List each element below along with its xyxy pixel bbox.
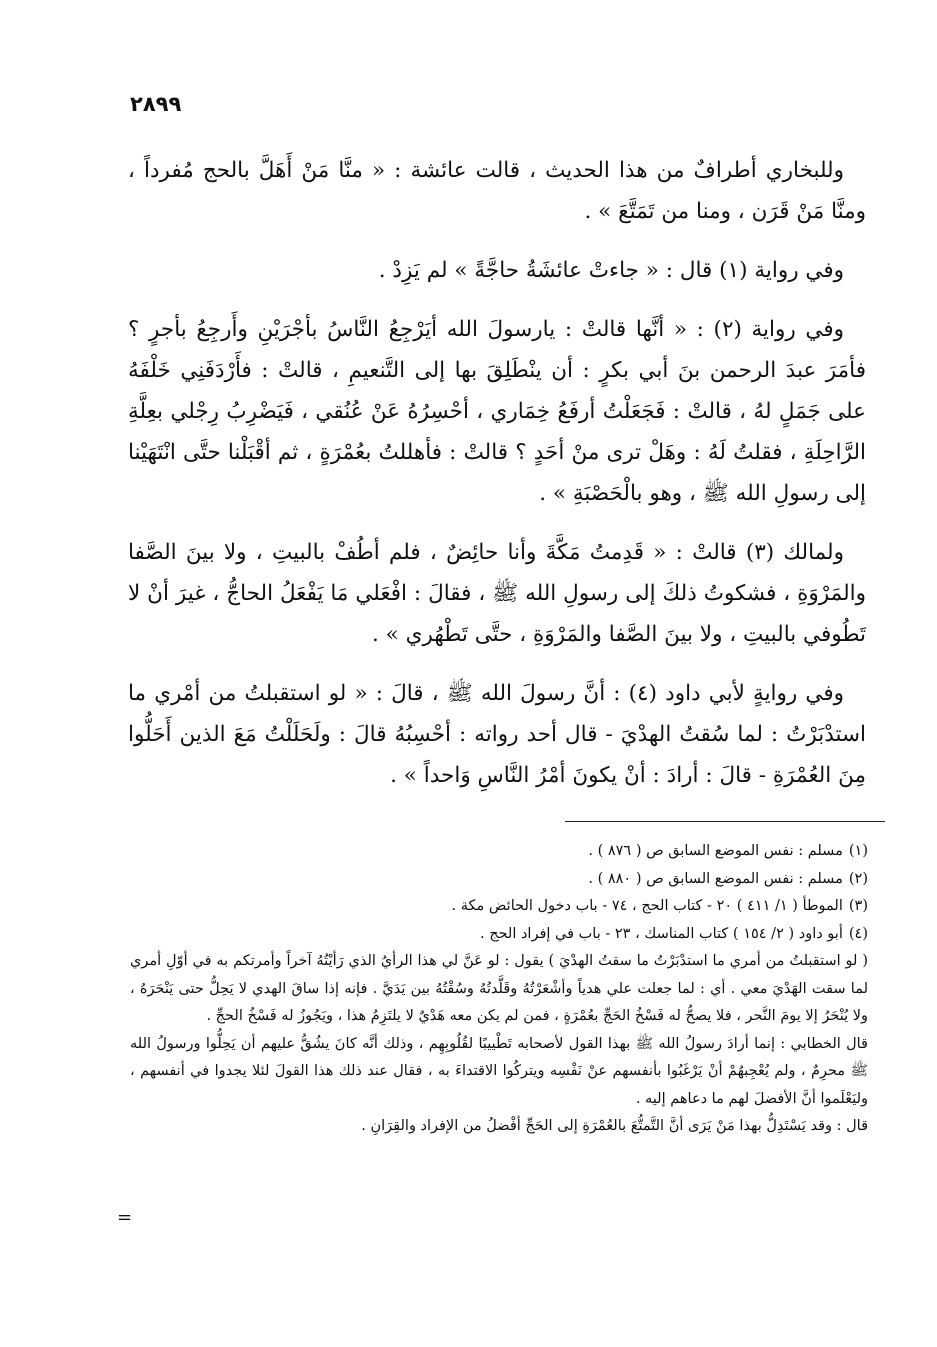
paragraph-abu-dawud: وفي روايةٍ لأبي داود (٤) : أنَّ رسولَ الله ﷺ ، قالَ : « لو استقبلتُ من أمْري ما استدْبَرْتُ : لما سُقتُ الهدْيَ - قال أحد رواته : أحْسِبُهُ قالَ : ولَحَلَلْتُ مَعَ الذين أَحَلُّوا مِنَ العُمْرَةِ - قالَ : أرادَ : أنْ يكونَ أمْرُ النَّاسِ وَاحداً » . [128,681,866,788]
commentary-conclusion: قال : وقد يَسْتَدِلُّ بهذا مَنْ يَرَى أنَّ التَّمتُّعَ بالعُمْرَةِ إلى الحَجِّ أفْضلُ من الإفراد والقِرَانِ . [361,1118,868,1134]
commentary-explanation: ( لو استقبلتُ من أمري ما استدْبَرْتُ ما سقتُ الهدْيَ ) يقول : لو عَنَّ لي هذا الرأيُ الذي رَأيْتُهُ آخراً وأمرتكم به في أوّلِ أمري لما سقت الهَدْيَ معي . أي : لما جعلت علي هدياً وأشْعَرْتُهُ وقَلَّدتُهُ وسُقْتُهُ بين يَدَيَّ . فإنه إذا ساقَ الهدي لا يَحِلُّ حتى يَنْحَرَهُ ، ولا يُنْحَرُ إلا يومَ النَّحر ، فلا يصحُّ له فَسْخُ الحَجِّ بعُمْرَةٍ ، فمن لم يكن معه هَدْيٌ لا يلتَزِمُ هذا ، ويَجُوزُ له فَسْخُ الحجِّ . [130,953,868,1024]
footnote-text: الموطأ ( ١/ ٤١١ ) ٢٠ - كتاب الحج ، ٧٤ - باب دخول الحائض مكة . [451,898,843,914]
paragraph-bukhari: وللبخاري أطرافٌ من هذا الحديث ، قالت عائشة : « منَّا مَنْ أَهَلَّ بالحج مُفرداً ، ومنَّا مَنْ قَرَن ، ومنا من تَمَتَّعَ » . [128,158,866,224]
footnotes [130,838,868,1141]
footnote-3 [130,893,868,921]
paragraph-riwaya-1: وفي رواية (١) قال : « جاءتْ عائشَةُ حاجَّةً » لم يَزِدْ . [378,258,844,283]
footnote-text: مسلم : نفس الموضع السابق ص ( ٨٧٦ ) . [588,843,843,859]
footnote-1 [130,838,868,866]
footnote-divider [565,821,885,822]
footnote-2 [130,866,868,894]
footnote-number: (٢) [848,870,868,887]
footnote-number: (١) [848,843,868,859]
end-mark: = [117,1207,133,1228]
page-number: ٢٨٩٩ [130,92,182,116]
paragraph-riwaya-2: وفي رواية (٢) : « أنَّها قالتْ : يارسولَ الله أيَرْجِعُ النَّاسُ بأجْرَيْنِ وأَرجِعُ بأجرٍ ؟ فأمَرَ عبدَ الرحمن بنَ أبي بكرٍ : أن ينْطَلِقَ بها إلى التَّنعيمِ ، قالتْ : فأَرْدَفَنِي خَلْفَهُ على جَمَلٍ لهُ ، قالتْ : فَجَعَلْتُ أرفَعُ خِمَاري ، أحْسِرُهُ عَنْ عُنُقي ، فَيَضْرِبُ رِجْلي بعِلَّةِ الرَّاحِلَةِ ، فقلتُ لَهُ : وهَلْ ترى منْ أحَدٍ ؟ قالتْ : فأهللتُ بعُمْرَةٍ ، ثم أقْبَلْنا حتَّى انْتَهَيْنا إلى رسولِ الله ﷺ ، وهو بالْحَصْبَةِ » . [128,317,866,506]
paragraph-malik: ولمالك (٣) قالتْ : « قَدِمتُ مَكَّةَ وأنا حائِضٌ ، فلم أطُفْ بالبيتِ ، ولا بينَ الصَّفا والمَرْوَةِ ، فشكوتُ ذلكَ إلى رسولِ الله ﷺ ، فقالَ : افْعَلي مَا يَفْعَلُ الحاجُّ ، غيرَ أنْ لا تَطُوفي بالبيتِ ، ولا بينَ الصَّفا والمَرْوَةِ ، حتَّى تَطْهُري » . [128,540,866,647]
footnote-text: مسلم : نفس الموضع السابق ص ( ٨٨٠ ) . [588,870,843,887]
commentary-khattabi: قال الخطابي : إنما أرادَ رسولُ الله ﷺ بهذا القول لأصحابه تَطْييبًا لقُلُوبِهِم ، وذلك أنَّه كانَ يشُقُّ عليهم أن يَحِلُّوا ورسولُ الله ﷺ محرِمٌ ، ولم يُعْجِبهُمْ أنْ يَرْغَبُوا بأنفسهم عنْ نَفْسِه ويتركُوا الاقتداءَ به ، فقال عند ذلك هذا القولَ لئلا يجدوا في أنفسهم ، وليَعْلَموا أنَّ الأفضلَ لهم ما دعاهم إليه . [130,1035,868,1107]
footnote-text: أبو داود ( ٢/ ١٥٤ ) كتاب المناسك ، ٢٣ - باب في إفراد الحج . [479,925,843,942]
footnote-4 [130,921,868,949]
footnote-number: (٤) [848,925,868,942]
footnote-number: (٣) [848,898,868,914]
main-text [128,150,866,814]
